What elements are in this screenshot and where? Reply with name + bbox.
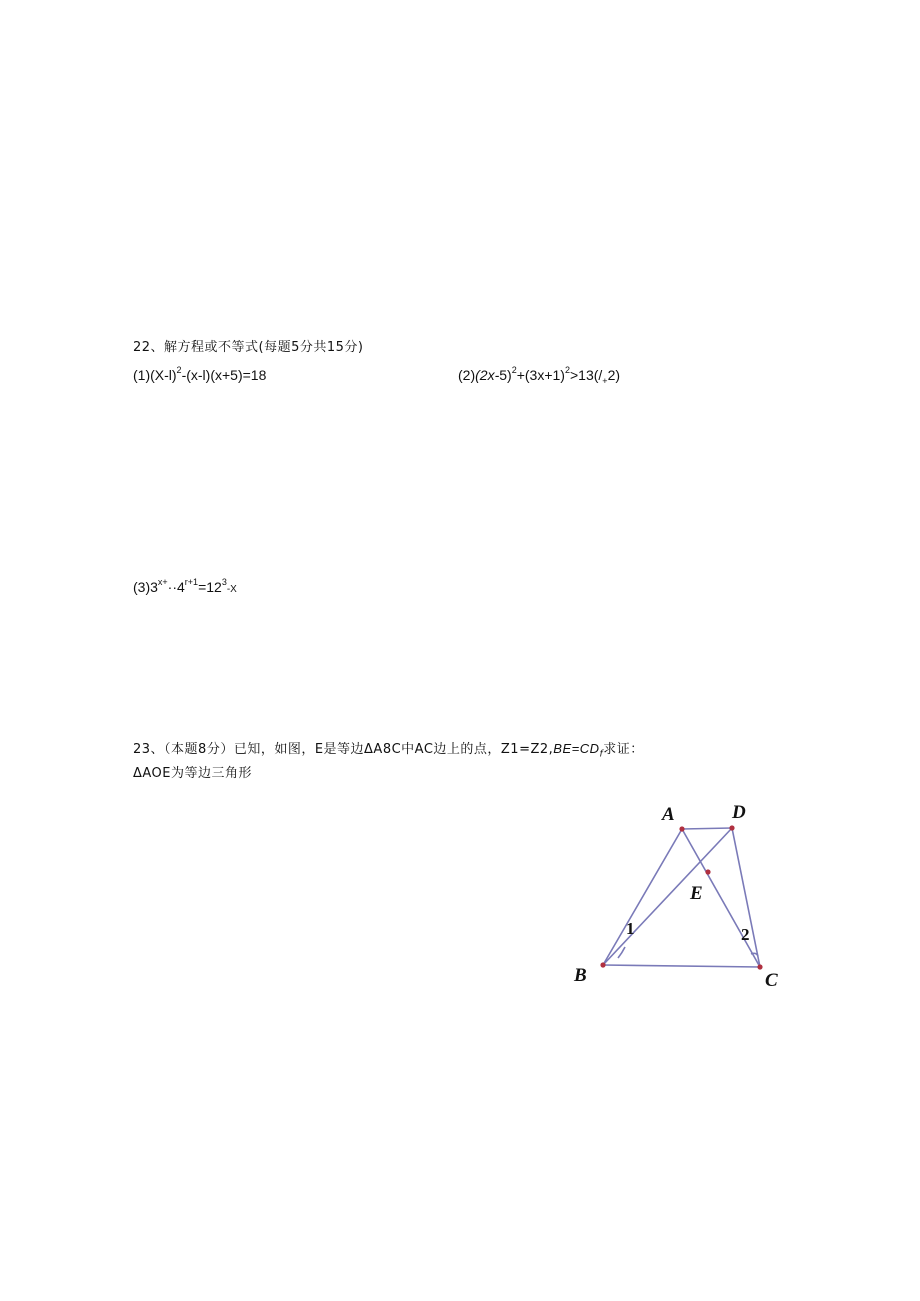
angle-2-arc — [751, 953, 758, 956]
q22-p2-tail: 2) — [607, 367, 621, 383]
label-angle-2: 2 — [741, 925, 750, 944]
q22-p2-italic: (2x- — [475, 367, 500, 383]
segment-ab — [603, 829, 682, 965]
q22-p3-exponent-2: r+1 — [184, 577, 199, 588]
q22-p2-subscript: + — [602, 375, 608, 386]
point-c — [757, 964, 762, 969]
q22-p3-prefix: (3)3 — [133, 579, 158, 595]
q22-p3-exponent-1: x+ — [157, 577, 168, 588]
segment-bd — [603, 828, 732, 965]
geometry-figure — [560, 795, 800, 995]
q22-p2-exponent-2: 2 — [564, 365, 570, 376]
q23-line1-b: 求证： — [603, 742, 644, 757]
figure-lines — [603, 828, 760, 967]
q22-heading: 22、解方程或不等式(每题5分共15分) — [133, 340, 364, 355]
q23-line1-subscript: f — [599, 749, 604, 760]
q22-problem-2 — [458, 366, 620, 390]
q23-line1-a: 23、（本题8分）已知，如图，E是等边ΔA8C中AC边上的点，Z1=Z2, — [133, 742, 554, 757]
segment-ad — [682, 828, 732, 829]
q22-p2-prefix: (2) — [458, 367, 476, 383]
label-angle-1: 1 — [626, 919, 635, 938]
q22-p2-mid2: +(3x+1) — [516, 367, 565, 383]
label-e: E — [690, 883, 703, 904]
segment-dc — [732, 828, 760, 967]
point-b — [600, 962, 605, 967]
q22-p3-exponent-3: 3 — [221, 577, 227, 588]
point-a — [679, 826, 684, 831]
q22-p3-tail: -X — [226, 584, 237, 595]
label-c: C — [765, 970, 778, 991]
q22-p1-exponent: 2 — [176, 365, 182, 376]
q22-p3-mid2: =12 — [198, 579, 222, 595]
point-d — [729, 825, 734, 830]
q22-p1-rest: -(x-l)(x+5)=18 — [181, 367, 267, 383]
label-b: B — [574, 965, 587, 986]
label-a: A — [662, 804, 675, 825]
q22-p2-exponent-1: 2 — [511, 365, 517, 376]
q22-p1-prefix: (1)(X-l) — [133, 367, 177, 383]
segment-bc — [603, 965, 760, 967]
q22-problem-3 — [133, 578, 237, 599]
q23-line-2: ΔAOE为等边三角形 — [133, 766, 253, 781]
q22-p2-mid: 5) — [499, 367, 512, 383]
q23-line1-italic: BE=CD — [553, 741, 600, 756]
point-e — [705, 869, 710, 874]
q22-p2-end: >13(/ — [569, 367, 603, 383]
q22-p3-mid: ··4 — [167, 579, 185, 595]
label-d: D — [732, 802, 746, 823]
q23-line-1 — [133, 740, 644, 764]
q22-problem-1 — [133, 366, 266, 384]
